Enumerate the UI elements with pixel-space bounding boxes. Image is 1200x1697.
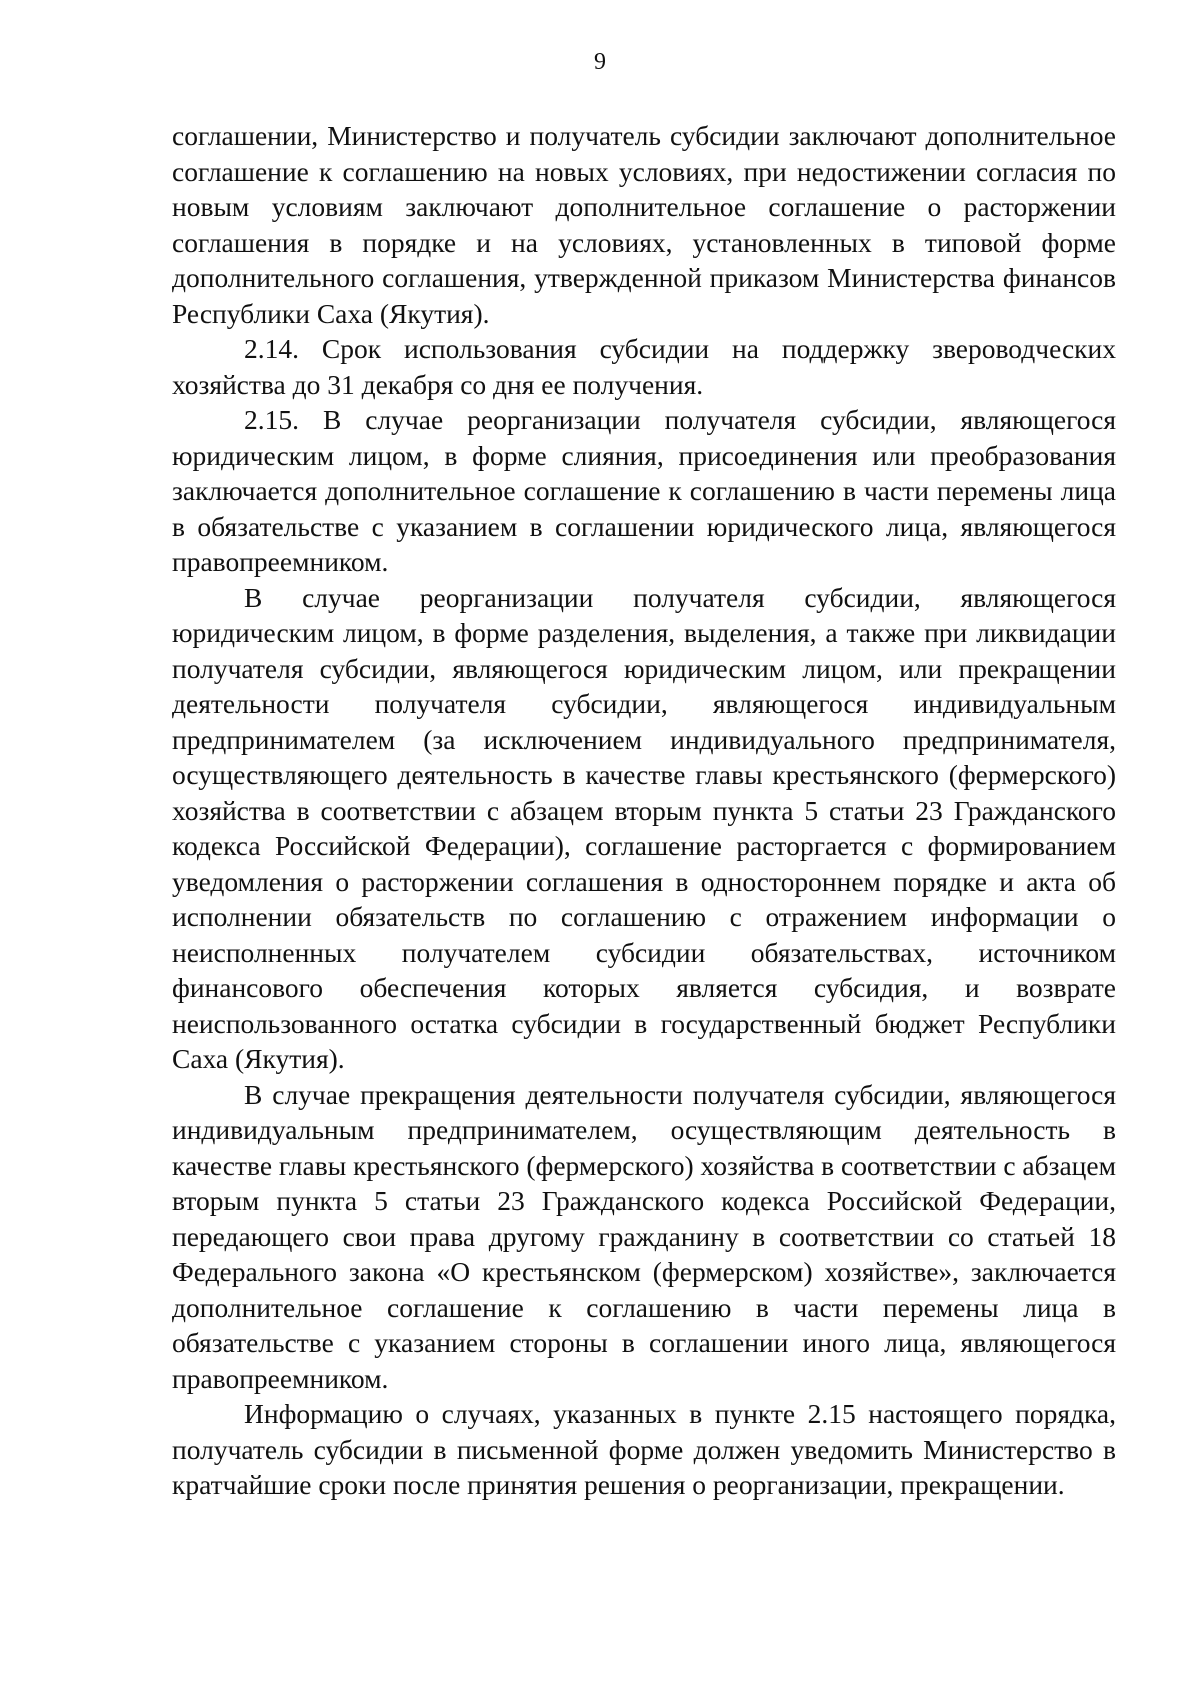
paragraph-2-15: 2.15. В случае реорганизации получателя субсидии, являющегося юридическим лицом, в форме слияния, присоединения или преобразования заключается дополнительное соглашение к соглашению в части перемены лица в обязательстве с указанием в соглашении юридического лица, являющегося правопреемником. — [172, 404, 1116, 577]
paragraph-reorganization-division: В случае реорганизации получателя субсидии, являющегося юридическим лицом, в форме разделения, выделения, а также при ликвидации получателя субсидии, являющегося юридическим лицом, или прекращении деятельности получателя субсидии, являющегося индивидуальным предпринимателем (за исключением индивидуального предпринимателя, осуществляющего деятельность в качестве главы крестьянского (фермерского) хозяйства в соответствии с абзацем вторым пункта 5 статьи 23 Гражданского кодекса Российской Федерации), соглашение расторгается с формированием уведомления о расторжении соглашения в одностороннем порядке и акта об исполнении обязательств по соглашению с отражением информации о неисполненных получателем субсидии обязательствах, источником финансового обеспечения которых является субсидия, и возврате неиспользованного остатка субсидии в государственный бюджет Республики Саха (Якутия). — [172, 581, 1116, 1074]
paragraph-continuation: соглашении, Министерство и получатель субсидии заключают дополнительное соглашение к соглашению на новых условиях, при недостижении согласия по новым условиям заключают дополнительное соглашение о расторжении соглашения в порядке и на условиях, установленных в типовой форме дополнительного соглашения, утвержденной приказом Министерства финансов Республики Саха (Якутия). — [172, 120, 1116, 329]
paragraph-farm-termination: В случае прекращения деятельности получателя субсидии, являющегося индивидуальным предпринимателем, осуществляющим деятельность в качестве главы крестьянского (фермерского) хозяйства в соответствии с абзацем вторым пункта 5 статьи 23 Гражданского кодекса Российской Федерации, передающего свои права другому гражданину в соответствии со статьей 18 Федерального закона «О крестьянском (фермерском) хозяйстве», заключается дополнительное соглашение к соглашению в части перемены лица в обязательстве с указанием стороны в соглашении иного лица, являющегося правопреемником. — [172, 1078, 1116, 1394]
page-number: 9 — [594, 49, 606, 75]
paragraph-notification: Информацию о случаях, указанных в пункте 2.15 настоящего порядка, получатель субсидии в письменной форме должен уведомить Министерство в кратчайшие сроки после принятия решения о реорганизации, прекращении. — [172, 1398, 1116, 1500]
paragraph-2-14: 2.14. Срок использования субсидии на поддержку звероводческих хозяйства до 31 декабря со дня ее получения. — [172, 333, 1116, 400]
document-body — [172, 118, 1116, 1503]
